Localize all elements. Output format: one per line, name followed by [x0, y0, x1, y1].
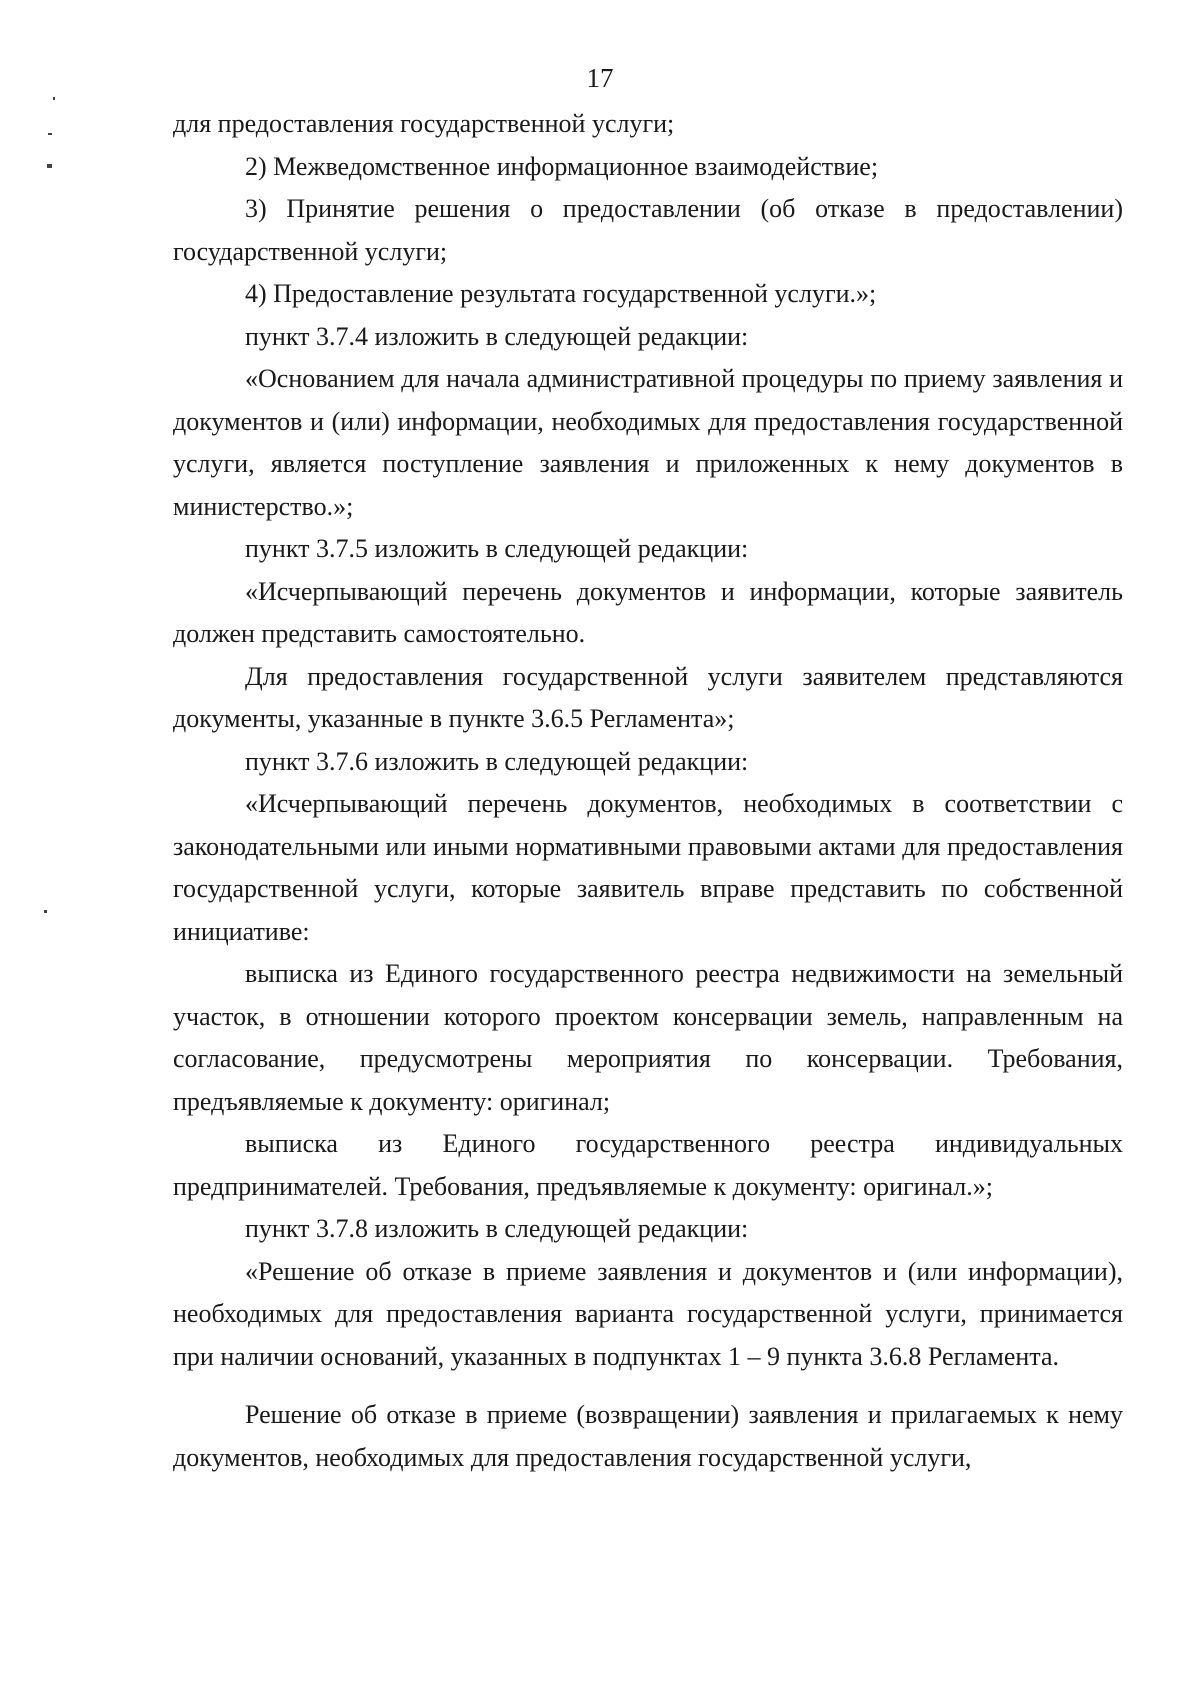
page-number: 17: [586, 63, 614, 93]
paragraph: «Исчерпывающий перечень документов и информации, которые заявитель должен представить самостоятельно.: [173, 576, 1123, 648]
paragraph: «Решение об отказе в приеме заявления и документов и (или информации), необходимых для предоставления варианта государственной услуги, принимается при наличии оснований, указанных в подпунктах 1 – 9 пункта 3.6.8 Регламента.: [173, 1256, 1123, 1371]
paragraph: Решение об отказе в приеме (возвращении) заявления и прилагаемых к нему документов, необходимых для предоставления государственной услуги,: [173, 1400, 1123, 1472]
scan-mark: [48, 133, 52, 135]
paragraph: пункт 3.7.5 изложить в следующей редакции:: [245, 534, 749, 563]
scan-mark: [44, 910, 47, 913]
paragraph: выписка из Единого государственного реестра недвижимости на земельный участок, в отношении которого проектом консервации земель, направленным на согласование, предусмотрены мероприятия по консервации. Требования, предъявляемые к документу: оригинал;: [173, 959, 1123, 1116]
paragraph: пункт 3.7.8 изложить в следующей редакции:: [245, 1214, 749, 1243]
paragraph: выписка из Единого государственного реестра индивидуальных предпринимателей. Требования, предъявляемые к документу: оригинал.»;: [173, 1129, 1123, 1201]
scan-mark: [47, 164, 52, 168]
paragraph: «Основанием для начала административной процедуры по приему заявления и документов и (или) информации, необходимых для предоставления государственной услуги, является поступление заявления и приложенных к нему документов в министерство.»;: [173, 364, 1123, 521]
paragraph: пункт 3.7.4 изложить в следующей редакции:: [245, 321, 749, 351]
document-body: [173, 103, 1123, 1479]
paragraph: Для предоставления государственной услуги заявителем представляются документы, указанные в пункте 3.6.5 Регламента»;: [173, 661, 1123, 733]
paragraph: пункт 3.7.6 изложить в следующей редакции:: [245, 746, 749, 776]
paragraph: 3) Принятие решения о предоставлении (об отказе в предоставлении) государственной услуги;: [173, 194, 1123, 266]
paragraph: 2) Межведомственное информационное взаимодействие;: [245, 151, 879, 181]
scan-mark: [53, 97, 55, 100]
paragraph: для предоставления государственной услуги;: [173, 109, 675, 138]
paragraph: «Исчерпывающий перечень документов, необходимых в соответствии с законодательными или иными нормативными правовыми актами для предоставления государственной услуги, которые заявитель вправе представить по собственной инициативе:: [173, 789, 1123, 946]
paragraph: 4) Предоставление результата государственной услуги.»;: [245, 279, 877, 308]
